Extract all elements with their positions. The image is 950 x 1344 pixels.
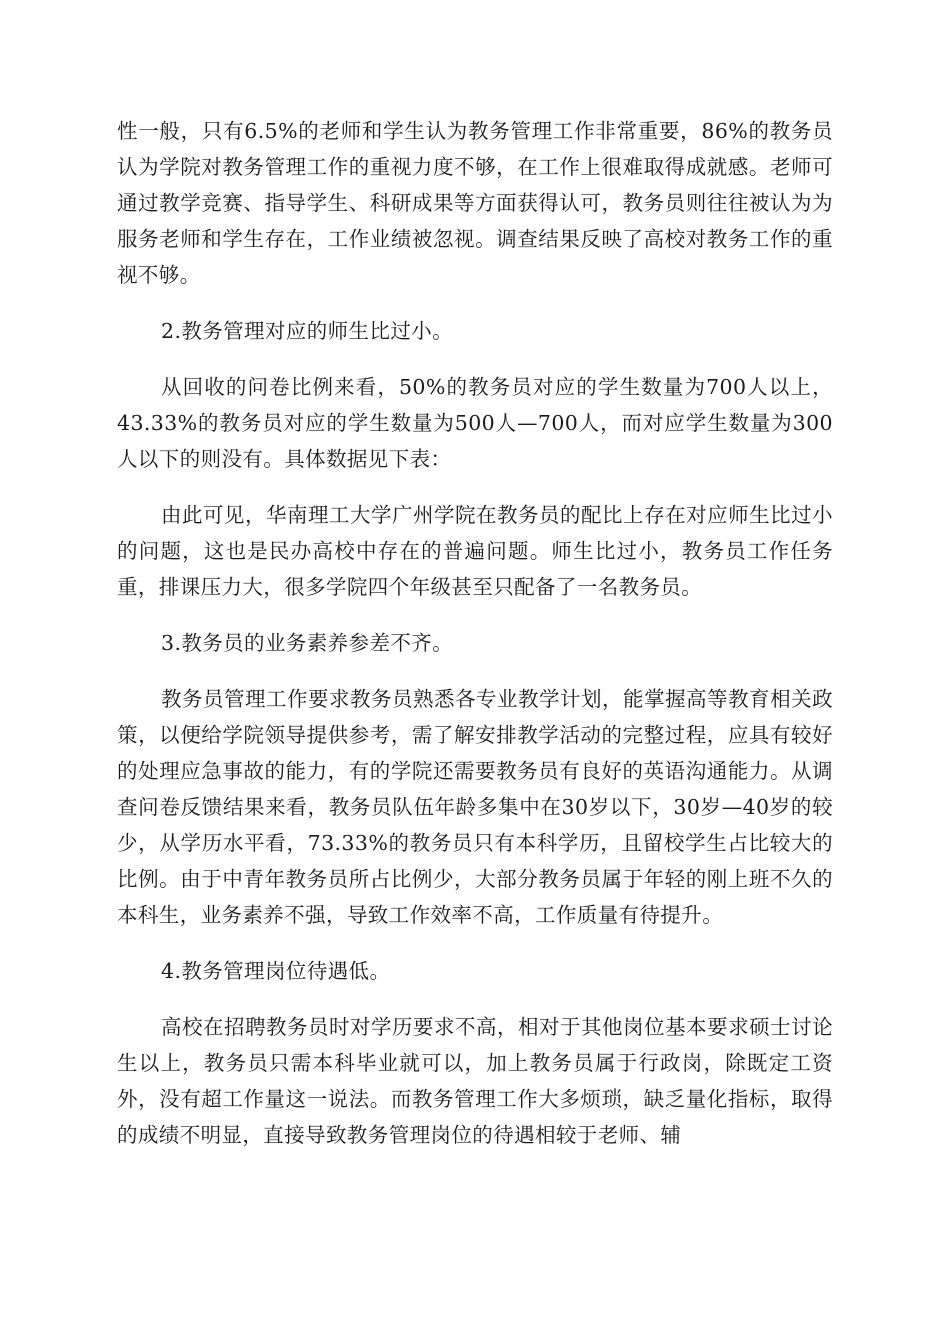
- section-heading-4: 4.教务管理岗位待遇低。: [161, 959, 391, 983]
- paragraph: 高校在招聘教务员时对学历要求不高，相对于其他岗位基本要求硕士讨论生以上，教务员只需本科毕业就可以，加上教务员属于行政岗，除既定工资外，没有超工作量这一说法。而教务管理工作大多烦琐，缺乏量化指标，取得的成绩不明显，直接导致教务管理岗位的待遇相较于老师、辅: [117, 1015, 833, 1147]
- document-body: [117, 113, 833, 1173]
- section-heading-2: 2.教务管理对应的师生比过小。: [161, 319, 454, 343]
- paragraph: 教务员管理工作要求教务员熟悉各专业教学计划，能掌握高等教育相关政策，以便给学院领导提供参考，需了解安排教学活动的完整过程，应具有较好的处理应急事故的能力，有的学院还需要教务员有良好的英语沟通能力。从调查问卷反馈结果来看，教务员队伍年龄多集中在30岁以下，30岁—40岁的较少，从学历水平看，73.33%的教务员只有本科学历，且留校学生占比较大的比例。由于中青年教务员所占比例少，大部分教务员属于年轻的刚上班不久的本科生，业务素养不强，导致工作效率不高，工作质量有待提升。: [117, 687, 833, 927]
- section-heading-3: 3.教务员的业务素养参差不齐。: [161, 631, 454, 655]
- paragraph: 从回收的问卷比例来看，50%的教务员对应的学生数量为700人以上，43.33%的教务员对应的学生数量为500人—700人，而对应学生数量为300人以下的则没有。具体数据见下表：: [117, 375, 833, 471]
- paragraph: 由此可见，华南理工大学广州学院在教务员的配比上存在对应师生比过小的问题，这也是民办高校中存在的普遍问题。师生比过小，教务员工作任务重，排课压力大，很多学院四个年级甚至只配备了一名教务员。: [117, 503, 833, 599]
- paragraph-continuation: 性一般，只有6.5%的老师和学生认为教务管理工作非常重要，86%的教务员认为学院对教务管理工作的重视力度不够，在工作上很难取得成就感。老师可通过教学竞赛、指导学生、科研成果等方面获得认可，教务员则往往被认为为服务老师和学生存在，工作业绩被忽视。调查结果反映了高校对教务工作的重视不够。: [117, 119, 833, 287]
